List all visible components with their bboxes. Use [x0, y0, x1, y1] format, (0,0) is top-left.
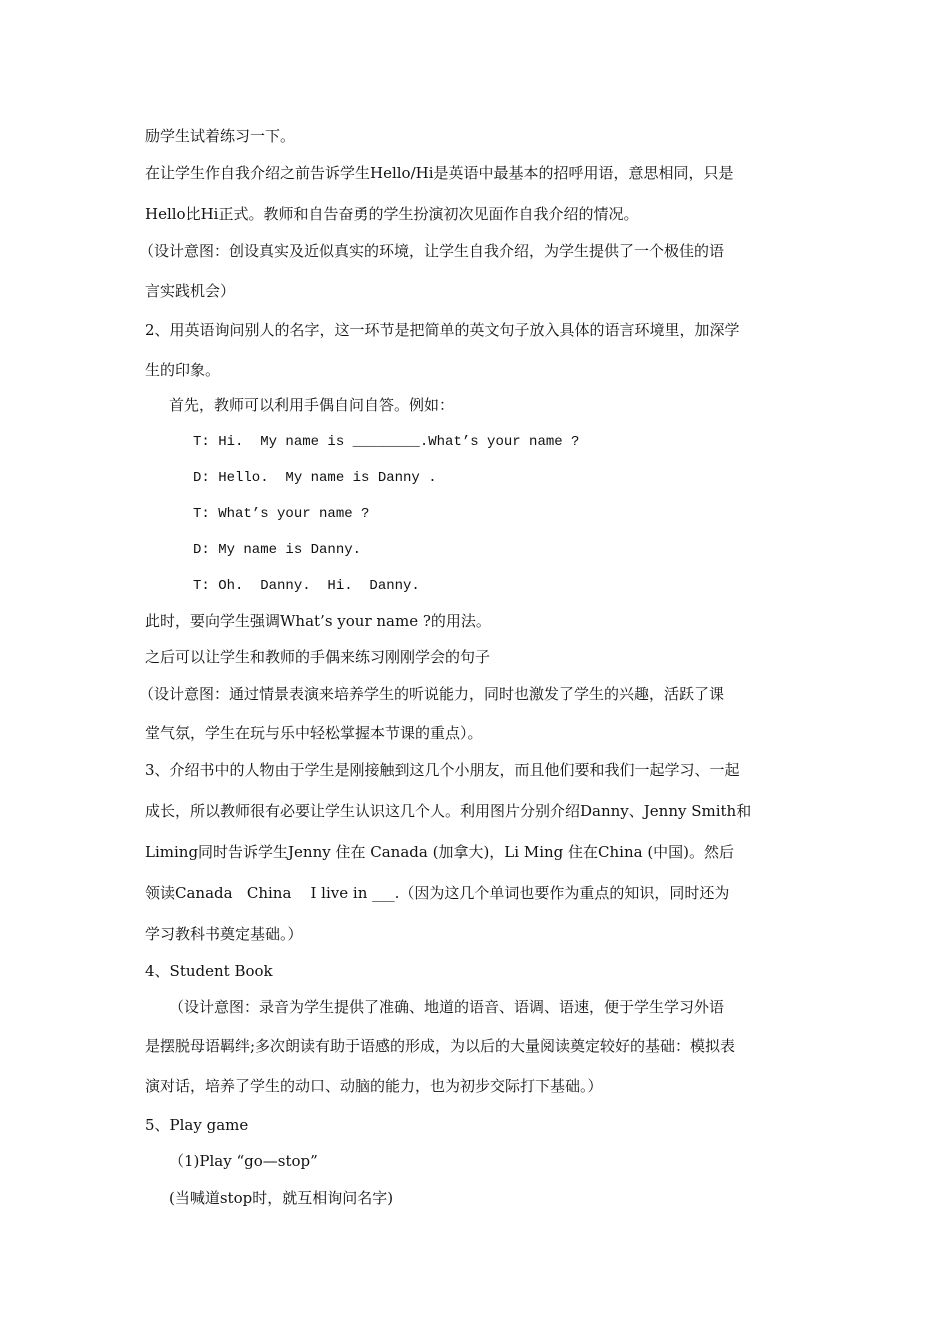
paragraph-line: Hello比Hi正式。教师和自告奋勇的学生扮演初次见面作自我介绍的情况。	[145, 205, 639, 223]
paragraph-line: 成长，所以教师很有必要让学生认识这几个人。利用图片分别介绍Danny、Jenny Smith和	[145, 802, 752, 820]
section-heading-5: 5、Play game	[145, 1116, 249, 1134]
paragraph-line: 之后可以让学生和教师的手偶来练习刚刚学会的句子	[145, 648, 491, 666]
paragraph-line: 励学生试着练习一下。	[145, 127, 296, 145]
design-intent-line: （设计意图：录音为学生提供了准确、地道的语音、语调、语速，便于学生学习外语	[169, 998, 725, 1016]
dialogue-line: T: Oh. Danny. Hi. Danny.	[193, 578, 420, 594]
paragraph-line: 领读Canada China I live in ___.（因为这几个单词也要作为重点的知识，同时还为	[145, 884, 730, 902]
dialogue-line: T: Hi. My name is ________.What’s your name ?	[193, 434, 580, 450]
dialogue-line: D: My name is Danny.	[193, 542, 362, 558]
dialogue-line: T: What’s your name ?	[193, 506, 370, 522]
paragraph-line: 在让学生作自我介绍之前告诉学生Hello/Hi是英语中最基本的招呼用语，意思相同，只是	[145, 164, 734, 182]
section-heading-4: 4、Student Book	[145, 962, 273, 980]
game-item: （1)Play “go—stop”	[169, 1152, 318, 1170]
game-instruction: (当喊道stop时，就互相询问名字)	[169, 1189, 394, 1207]
section-heading-2: 2、用英语询问别人的名字，这一环节是把简单的英文句子放入具体的语言环境里，加深学	[145, 321, 740, 339]
design-intent-line: 是摆脱母语羁绊;多次朗读有助于语感的形成，为以后的大量阅读奠定较好的基础：模拟表	[145, 1037, 736, 1055]
design-intent-line: （设计意图：创设真实及近似真实的环境，让学生自我介绍，为学生提供了一个极佳的语	[139, 242, 725, 260]
paragraph-line: Liming同时告诉学生Jenny 住在 Canada (加拿大)，Li Ming 住在China (中国)。然后	[145, 843, 735, 861]
section-heading-3: 3、介绍书中的人物由于学生是刚接触到这几个小朋友，而且他们要和我们一起学习、一起	[145, 761, 740, 779]
dialogue-line: D: Hello. My name is Danny .	[193, 470, 437, 486]
design-intent-line: 演对话，培养了学生的动口、动脑的能力，也为初步交际打下基础。）	[145, 1077, 603, 1095]
paragraph-line: 首先，教师可以利用手偶自问自答。例如：	[169, 396, 455, 414]
design-intent-line: （设计意图：通过情景表演来培养学生的听说能力，同时也激发了学生的兴趣，活跃了课	[139, 685, 725, 703]
design-intent-line: 堂气氛，学生在玩与乐中轻松掌握本节课的重点）。	[145, 724, 483, 742]
paragraph-line: 学习教科书奠定基础。）	[145, 925, 303, 943]
paragraph-line: 生的印象。	[145, 361, 221, 379]
paragraph-line: 此时，要向学生强调What’s your name ?的用法。	[145, 612, 491, 630]
design-intent-line: 言实践机会）	[145, 282, 236, 300]
